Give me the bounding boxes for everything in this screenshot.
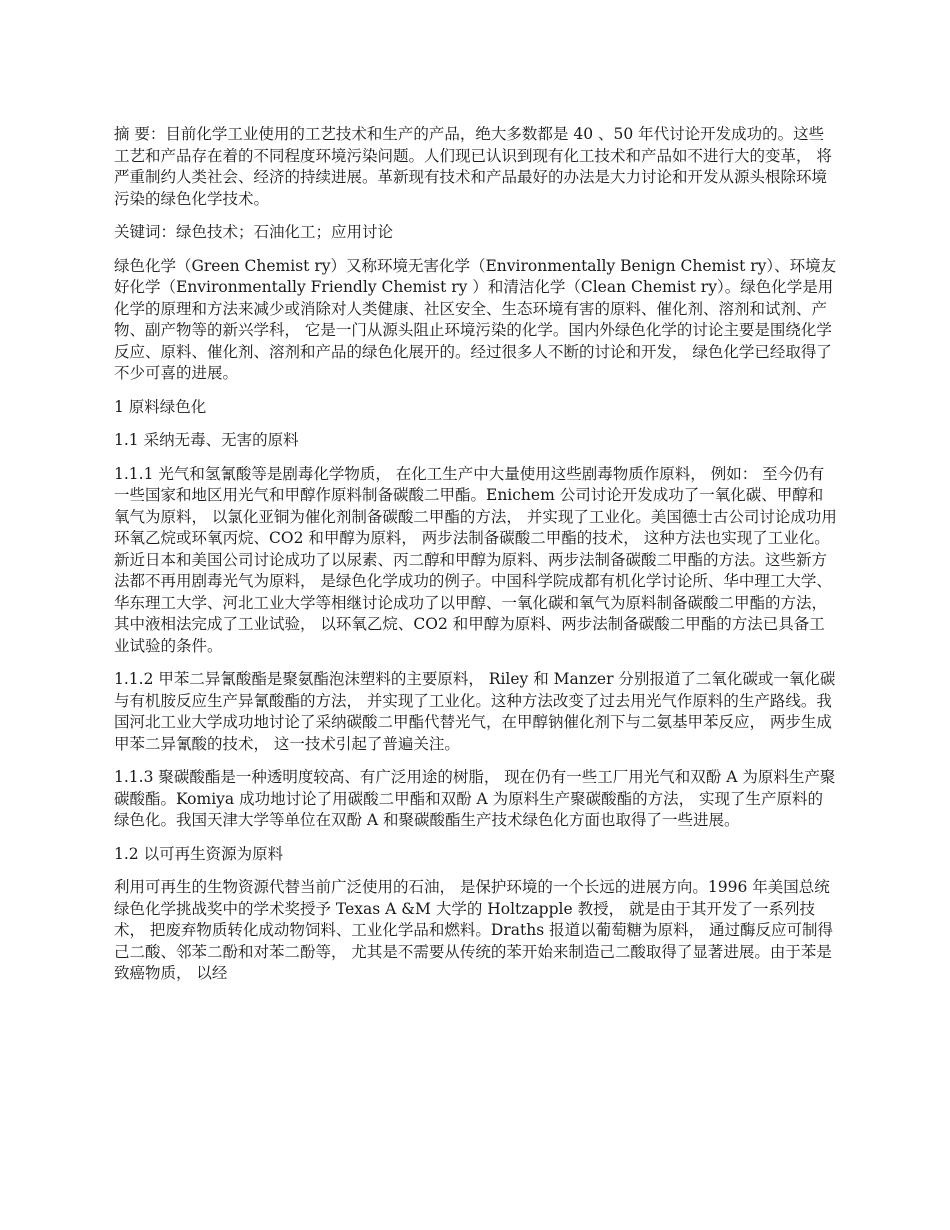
- abstract-paragraph: 摘 要：目前化学工业使用的工艺技术和生产的产品，绝大多数都是 40 、50 年代讨论开发成功的。这些工艺和产品存在着的不同程度环境污染问题。人们现已认识到现有化工技术和产品如不进行大的变革， 将严重制约人类社会、经济的持续进展。革新现有技术和产品最好的办法是大力讨论和开发从源头根除环境污染的绿色化学技术。: [114, 125, 832, 208]
- paragraph-1-1-2: 1.1.2 甲苯二异氰酸酯是聚氨酯泡沫塑料的主要原料， Riley 和 Manzer 分别报道了二氧化碳或一氧化碳与有机胺反应生产异氰酸酯的方法， 并实现了工业化。这种方法改变了过去用光气作原料的生产路线。我国河北工业大学成功地讨论了采纳碳酸二甲酯代替光气，在甲醇钠催化剂下与二氨基甲苯反应， 两步生成甲苯二异氰酸的技术， 这一技术引起了普遍关注。: [114, 670, 836, 753]
- intro-paragraph: 绿色化学（Green Chemist ry）又称环境无害化学（Environmentally Benign Chemist ry）、环境友好化学（Environmentally Friendly Chemist ry ）和清洁化学（Clean Chemist ry）。绿色化学是用化学的原理和方法来减少或消除对人类健康、社区安全、生态环境有害的原料、催化剂、溶剂和试剂、产物、副产物等的新兴学科， 它是一门从源头阻止环境污染的化学。国内外绿色化学的讨论主要是围绕化学反应、原料、催化剂、溶剂和产品的绿色化展开的。经过很多人不断的讨论和开发， 绿色化学已经取得了不少可喜的进展。: [114, 256, 837, 382]
- keywords-line: 关键词：绿色技术；石油化工；应用讨论: [114, 223, 394, 241]
- paragraph-1-2: 利用可再生的生物资源代替当前广泛使用的石油， 是保护环境的一个长远的进展方向。1996 年美国总统绿色化学挑战奖中的学术奖授予 Texas A &M 大学的 Holtzapple 教授， 就是由于其开发了一系列技术， 把废弃物质转化成动物饲料、工业化学品和燃料。Draths 报道以葡萄糖为原料， 通过酶反应可制得己二酸、邻苯二酚和对苯二酚等， 尤其是不需要从传统的苯开始来制造己二酸取得了显著进展。由于苯是致癌物质， 以经: [114, 878, 834, 982]
- paragraph-1-1-3: 1.1.3 聚碳酸酯是一种透明度较高、有广泛用途的树脂， 现在仍有一些工厂用光气和双酚 A 为原料生产聚碳酸酯。Komiya 成功地讨论了用碳酸二甲酯和双酚 A 为原料生产聚碳酸酯的方法， 实现了生产原料的绿色化。我国天津大学等单位在双酚 A 和聚碳酸酯生产技术绿色化方面也取得了一些进展。: [114, 768, 836, 829]
- paragraph-1-1-1: 1.1.1 光气和氢氰酸等是剧毒化学物质， 在化工生产中大量使用这些剧毒物质作原料， 例如： 至今仍有一些国家和地区用光气和甲醇作原料制备碳酸二甲酯。Enichem 公司讨论开发成功了一氧化碳、甲醇和氧气为原料， 以氯化亚铜为催化剂制备碳酸二甲酯的方法， 并实现了工业化。美国德士古公司讨论成功用环氧乙烷或环氧丙烷、CO2 和甲醇为原料， 两步法制备碳酸二甲酯的技术， 这种方法也实现了工业化。新近日本和美国公司讨论成功了以尿素、丙二醇和甲醇为原料、两步法制备碳酸二甲酯的方法。这些新方法都不再用剧毒光气为原料， 是绿色化学成功的例子。中国科学院成都有机化学讨论所、华中理工大学、华东理工大学、河北工业大学等相继讨论成功了以甲醇、一氧化碳和氧气为原料制备碳酸二甲酯的方法， 其中液相法完成了工业试验， 以环氧乙烷、CO2 和甲醇为原料、两步法制备碳酸二甲酯的方法已具备工业试验的条件。: [114, 464, 837, 655]
- subsection-heading-1-2: 1.2 以可再生资源为原料: [114, 844, 284, 863]
- section-heading-1: 1 原料绿色化: [114, 397, 207, 416]
- subsection-heading-1-1: 1.1 采纳无毒、无害的原料: [114, 431, 299, 449]
